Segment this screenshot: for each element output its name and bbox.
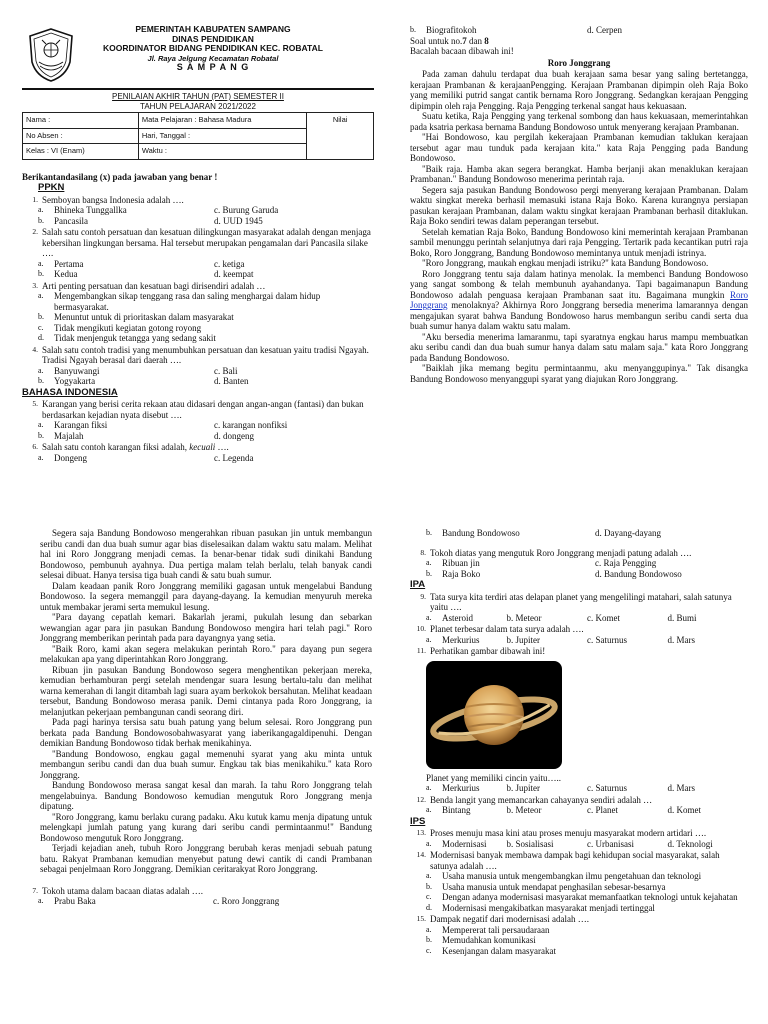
question-7: 7. Tokoh utama dalam bacaan diatas adalah …. (32, 885, 204, 896)
q3-option-d[interactable]: d. Tidak menjenguk tetangga yang sedang sakit (38, 333, 216, 343)
letterhead-text (22, 22, 374, 73)
question-8: 8. Tokoh diatas yang mengutuk Roro Jonggrang menjadi patung adalah …. (420, 547, 692, 558)
q2-option-a[interactable]: Pertama (54, 258, 84, 269)
q3-option-c[interactable]: c. Tidak mengikuti kegiatan gotong royong (38, 322, 202, 333)
q13-options (410, 839, 748, 850)
student-info-table (22, 112, 374, 160)
q5-option-c[interactable]: c. karangan nonfiksi (214, 420, 288, 430)
q10-option-a[interactable]: a. Merkurius (426, 634, 480, 645)
q6-option-c[interactable]: c. Legenda (214, 452, 254, 463)
q8-option-c[interactable]: c. Raja Pengging (595, 558, 657, 568)
section-ips: IPS (410, 815, 426, 827)
q7-option-b[interactable]: Bandung Bondowoso (442, 528, 520, 538)
date-field[interactable]: Hari, Tanggal : (138, 128, 306, 144)
question-4: 4. Salah satu contoh tradisi yang menumbuhkan persatuan dan kesatuan yaitu tradisi Ngayah. Tradisi Ngayah berasal dari daerah …. (32, 344, 369, 365)
coord-title: KOORDINATOR BIDANG PENDIDIKAN KEC. ROBATAL (103, 43, 323, 53)
story-paragraph-20: Terjadi kejadian aneh, tubuh Roro Jonggrang berubah keras menjadi sebuah patung batu. Rakyat Prambanan kemudian menyebut patung dewi cantik di candi Prambanan sebagai penjelmaan Roro Jonggrang. Demikian ceritarakyat Roro Jonggrang. (40, 843, 372, 874)
q7-options: a. Prabu Baka c. Roro Jonggrang (22, 896, 372, 907)
time-field[interactable]: Waktu : (138, 144, 306, 160)
q14-option-c[interactable]: c. Dengan adanya modernisasi masyarakat memanfaatkan teknologi untuk kejahatan (426, 892, 738, 902)
q6-option-a[interactable]: Dongeng (54, 452, 87, 463)
q4-option-a[interactable]: Banyuwangi (54, 365, 100, 376)
question-2: 2. Salah satu contoh persatuan dan kesatuan dilingkungan masyarakat adalah dengan menjaga kebersihan lingkungan bersama. Hal tersebut merupakan pengamalan dari Pancasila silake …. (32, 227, 371, 258)
roro-jonggrang-link[interactable]: Roro Jonggrang (410, 289, 748, 310)
address: Jl. Raya Jelgung Kecamatan Robatal (147, 53, 279, 63)
subject-field: Mata Pelajaran : Bahasa Madura (138, 113, 306, 129)
story-title: Roro Jonggrang (547, 57, 611, 68)
gov-title: PEMERINTAH KABUPATEN SAMPANG (135, 24, 291, 34)
story-paragraph-11: Segera saja Bandung Bondowoso mengerahkan ribuan pasukan jin untuk membangun seribu candi dan dua buah sumur agar bias diselesaikan dalam waktu satu malam. Melihat hal ini Roro Jonggrang menjadi cemas. Ia benar-benar tidak sudi dinikahi Bandung Bondowoso, pembunuh ayahnya. Dua pertiga malam telah berlalu, telah banyak candi selesai dibuat. Hanya tersisa tiga buah candi & satu buah sumur. (40, 528, 372, 580)
q8-options: a. Ribuan jin c. Raja Pengging b. Raja Boko d. Bandung Bondowoso (410, 558, 748, 579)
q10-options (410, 635, 748, 646)
q3-option-b[interactable]: b. Menuntut untuk di prioritaskan dalam masyarakat (38, 312, 234, 322)
q5-option-a[interactable]: Karangan fiksi (54, 420, 108, 430)
q5-option-d[interactable]: d. dongeng (214, 430, 254, 441)
story-paragraph-16: Pada pagi harinya tersisa satu buah patung yang belum selesai. Roro Jonggrang pun berkata pada Bandung Bondowosobahwasyarat yang iaberikangagaldipenuhi. Dengan demikian Bandung Bondowoso tidak berhak menikahinya. (40, 717, 372, 748)
story-paragraph-5: Segera saja pasukan Bandung Bondowoso pergi menyerang kerajaan Prambanan. Dalam waktu singkat mereka berhasil memasuki istana Raja Boko. Karena kurangnya persiapan pasukan kerajaan Prambanan, dalam waktu singkat kerajaan Prambanan berhasil ditaklukan. Raja Boko sendiri tewas dalam peperangan tersebut. (410, 184, 748, 226)
q1-options: a. Bhineka Tunggallka c. Burung Garuda b. Pancasila d. UUD 1945 (22, 205, 374, 226)
q12-option-c[interactable]: c. Planet (587, 805, 618, 815)
story-paragraph-8: Roro Jonggrang tentu saja dalam hatinya menolak. Ia membenci Bandung Bondowoso yang sangat sombong & telah membunuh ayahandanya. Tapi bagaimanapun Bandung Bondowoso adalah penguasa kerajaan Prambanan saat itu. Bagaimana mungkin Roro Jonggrang menolaknya? Akhirnya Roro Jonggrang bersedia menerima lamarannya dengan mengajukan syarat bahwa Bandung Bondowoso harus membangun seribu candi serta dua buah sumur hanya dalam waktu satu malam. (410, 268, 748, 331)
section-ppkn: PPKN (38, 182, 65, 193)
question-5: 5. Karangan yang berisi cerita rekaan atau didasari dengan angan-angan (fantasi) dan bukan berdasarkan kejadian nyata disebut …. (32, 399, 364, 420)
exam-heading (22, 92, 374, 111)
q5-options: a. Karangan fiksi c. karangan nonfiksi b. Majalah d. dongeng (22, 420, 374, 441)
regency-emblem-icon (28, 28, 74, 82)
q11-option-a[interactable]: a. Merkurius (426, 783, 480, 793)
q6-options-cont: b. Biografitokoh d. Cerpen (410, 25, 748, 36)
section-bahasa-indonesia: BAHASA INDONESIA (22, 386, 118, 398)
question-1: 1. Semboyan bangsa Indonesia adalah …. (32, 194, 184, 205)
q12-option-d[interactable]: d. Komet (667, 805, 701, 815)
q8-option-a[interactable]: Ribuan jin (442, 558, 480, 568)
story-paragraph-19: "Roro Jonggrang, kamu berlaku curang padaku. Aku kutuk kamu menja dipatung untuk melengkapi jumlah patung yang kurang dari seribu candi permintaanmu!" Bandung Bondowoso mengutuk Roro Jonggrang. (40, 811, 372, 843)
q6-options: a. Dongeng c. Legenda (22, 453, 374, 464)
q12-option-a[interactable]: a. Bintang (426, 805, 471, 815)
q8-option-d[interactable]: d. Bandung Bondowoso (595, 568, 682, 579)
story-paragraph-14: "Baik Roro, kami akan segera melakukan perintah Roro." para dayang pun segera melakukan apa yang diperintahkan Roro Jonggrang. (40, 643, 372, 664)
city: S A M P A N G (176, 62, 250, 72)
q7-options-cont: b. Bandung Bondowoso d. Dayang-dayang (410, 528, 748, 539)
story-paragraph-12: Dalam keadaan panik Roro Jonggrang memiliki gagasan untuk mengelabui Bandung Bondowoso. Ia segera memanggil para dayang-dayang. Ia kemudian menyuruh mereka untuk membakar jerami serta memukul lesung. (40, 580, 372, 612)
q6-option-d[interactable]: d. Cerpen (587, 25, 622, 35)
q1-option-c[interactable]: c. Burung Garuda (214, 205, 279, 215)
story-paragraph-13: "Para dayang cepatlah kemari. Bakarlah jerami, pukulah lesung dan sebarkan wewangian agar para jin pasukan Bandung Bondowoso mengira hari telah pagi." Roro Jonggrang memberikan perintah pada para dayangnya yang setia. (40, 612, 372, 643)
q4-option-b[interactable]: Yogyakarta (54, 376, 96, 386)
q7-option-d[interactable]: d. Dayang-dayang (595, 528, 661, 538)
top-right-column (410, 25, 748, 384)
q4-option-d[interactable]: d. Banten (214, 376, 249, 386)
story-paragraph-1: Pada zaman dahulu terdapat dua buah kerajaan sama besar yang saling bertetangga, kerajaan Prambanan & kerajaanPengging. Kerajaan Prambanan dipimpin oleh Raja Boko yang memiliki putrid sangat cantik bernama Roro Jonggrang. Sedangkan kerajaan Pengging dipimpin oleh raja Pengging. Raja Pengging terkenal sangat haus kekuasaan. (410, 69, 748, 111)
saturn-image (426, 661, 562, 769)
instruction: Berikantandasilang (x) pada jawaban yang benar ! (22, 171, 218, 182)
q13-option-a[interactable]: a. Modernisasi (426, 838, 487, 849)
q11-prompt: Planet yang memiliki cincin yaitu….. (426, 772, 561, 783)
dept-title: DINAS PENDIDIKAN (172, 33, 254, 44)
story-paragraph-9: "Aku bersedia menerima lamaranmu, tapi syaratnya engkau harus mampu membuatkan aku seribu candi dan dua buah sumur hanya dalam satu malam saja." kata Roro Jonggrang pada Bandung Bondowoso. (410, 331, 748, 363)
q4-option-c[interactable]: c. Bali (214, 365, 238, 376)
q7-option-a[interactable]: Prabu Baka (54, 896, 96, 906)
q1-option-a[interactable]: Bhineka Tunggallka (54, 205, 127, 215)
score-box[interactable]: Nilai (307, 113, 374, 160)
q11-option-d[interactable]: d. Mars (667, 783, 695, 793)
q9-options (410, 613, 748, 624)
q2-option-c[interactable]: c. ketiga (214, 258, 245, 269)
story-paragraph-15: Ribuan jin pasukan Bandung Bondowoso segera menghentikan pekerjaan mereka, kemudian berhamburan pergi setelah mendengar suara lesung bertalu-talu dan melihat warna kemerahan di langit ditambah lagi suara ayam berkokok bersahutan. Melihat keadaan tersebut, Bandung Bondowoso merasa panik. Demi cintanya pada Roro Jonggrang, ia melanjutkan pekerjaan pembangunan candi seorang diri. (40, 664, 372, 717)
q10-option-c[interactable]: c. Saturnus (587, 634, 627, 645)
q3-option-a[interactable]: a. Mengembangkan sikap tenggang rasa dan saling menghargai dalam hidup bermasyarakat. (38, 291, 321, 312)
saturn-planet-icon (426, 661, 562, 769)
q2-option-b[interactable]: Kedua (54, 269, 78, 279)
q13-option-b[interactable]: b. Sosialisasi (506, 838, 554, 849)
q14-option-a[interactable]: a. Usaha manusia untuk mengembangkan ilmu pengetahuan dan teknologi (426, 871, 702, 881)
question-11: 11. Perhatikan gambar dibawah ini! (416, 646, 546, 656)
q9-option-b[interactable]: b. Meteor (506, 612, 542, 623)
top-left-column (22, 22, 374, 463)
exam-year: TAHUN PELAJARAN 2021/2022 (140, 101, 256, 111)
q10-option-d[interactable]: d. Mars (667, 634, 695, 645)
q1-option-d[interactable]: d. UUD 1945 (214, 215, 263, 226)
q5-option-b[interactable]: Majalah (54, 430, 84, 441)
bottom-page (0, 512, 768, 1024)
question-14: 14. Modernisasi banyak membawa dampak bagi kehidupan social masyarakat, salah satunya adalah …. (416, 850, 720, 871)
q2-options: a. Pertama c. ketiga b. Kedua d. keempat (22, 259, 374, 280)
story-paragraph-4: "Baik raja. Hamba akan segera berangkat. Hamba berjanji akan menaklukan kerajaan Prambanan." Bandung Bondowoso menerima perintah raja. (410, 163, 748, 184)
class-field: Kelas : VI (Enam) (23, 144, 139, 160)
passage-note: Soal untuk no.7 dan 8 (410, 35, 489, 46)
q4-options: a. Banyuwangi c. Bali b. Yogyakarta d. Banten (22, 366, 374, 387)
q9-option-c[interactable]: c. Komet (587, 612, 620, 623)
question-6: 6. Salah satu contoh karangan fiksi adalah, kecuali …. (32, 442, 229, 452)
story-paragraph-18: Bandung Bondowoso merasa sangat kesal dan marah. Ia tahu Roro Jonggrang telah mengelabuinya. Bandung Bondowoso kemudian mengutuk Roro Jonggrang menja dipatung. (40, 780, 372, 811)
read-instruction: Bacalah bacaan dibawah ini! (410, 46, 514, 56)
header-rule (22, 88, 374, 90)
q7-option-c[interactable]: c. Roro Jonggrang (213, 896, 280, 906)
q12-option-b[interactable]: b. Meteor (506, 805, 542, 815)
q15-option-c[interactable]: c. Kesenjangan dalam masyarakat (426, 945, 556, 956)
bottom-left-column (32, 528, 372, 907)
story-paragraph-7: "Roro Jonggrang, maukah engkau menjadi istriku?" kata Bandung Bondowoso. (422, 258, 709, 268)
question-13: 13. Proses menuju masa kini atau proses menuju masyarakat modern artidari …. (416, 828, 707, 838)
q8-option-b[interactable]: Raja Boko (442, 568, 481, 579)
q10-option-b[interactable]: b. Jupiter (506, 634, 540, 645)
story-paragraph-17: "Bandung Bondowoso, engkau gagal memenuhi syarat yang aku minta untuk membangun seribu candi dan dua buah sumur. Engkau tak bias menikahiku." kata Roro Jonggrang. (40, 748, 372, 780)
q15-option-a[interactable]: a. Mempererat tali persaudaraan (426, 924, 550, 935)
q6-option-b[interactable]: Biografitokoh (426, 25, 477, 35)
story-paragraph-10: "Baiklah jika memang begitu permintaanmu, aku menyanggupinya." Tak disangka Bandung Bondowoso menyanggupi syarat yang diajukan Roro Jonggrang. (410, 363, 748, 384)
q12-options (410, 805, 748, 816)
story-paragraph-3: "Hai Bondowoso, kau pergilah kekerajaan Prambanan kemudian taklukan kerajaan tersebut agar mau tunduk pada kerajaan kita." kata Raja Pengging pada Bandung Bondowoso. (410, 132, 748, 163)
q11-options (410, 783, 748, 794)
question-15: 15. Dampak negatif dari modernisasi adalah …. (416, 914, 589, 924)
q15-option-b[interactable]: b. Memudahkan komunikasi (426, 935, 536, 945)
question-3: 3. Arti penting persatuan dan kesatuan bagi dirisendiri adalah … (32, 280, 266, 291)
q2-option-d[interactable]: d. keempat (214, 269, 254, 279)
q14-option-d[interactable]: d. Modernisasi mengakibatkan masyarakat menjadi tertinggal (426, 902, 655, 913)
q11-option-b[interactable]: b. Jupiter (506, 783, 540, 793)
question-9: 9. Tata surya kita terdiri atas delapan planet yang mengelilingi matahari, salah satunya yaitu …. (420, 591, 732, 612)
q1-option-b[interactable]: Pancasila (54, 215, 88, 226)
absen-field[interactable]: No Absen : (23, 128, 139, 144)
q9-option-a[interactable]: a. Asteroid (426, 612, 473, 623)
bottom-right-column (410, 528, 748, 956)
exam-title: PENILAIAN AKHIR TAHUN (PAT) SEMESTER II (112, 92, 284, 101)
letterhead (22, 22, 374, 86)
story-paragraph-2: Suatu ketika, Raja Pengging yang terkenal sombong dan haus kekuasaan, memerintahkan pada ksatria perkasa bernama Bandung Bondowoso untuk menyerang kerajaan Prambanan. (410, 111, 748, 132)
question-12: 12. Benda langit yang memancarkan cahayanya sendiri adalah … (416, 794, 653, 805)
q9-option-d[interactable]: d. Bumi (667, 612, 697, 623)
q13-option-d[interactable]: d. Teknologi (667, 838, 713, 849)
q13-option-c[interactable]: c. Urbanisasi (587, 838, 634, 849)
q11-option-c[interactable]: c. Saturnus (587, 783, 627, 793)
q14-option-b[interactable]: b. Usaha manusia untuk mendapat penghasilan sebesar-besarnya (426, 881, 666, 892)
story-paragraph-6: Setelah kematian Raja Boko, Bandung Bondowoso kini memerintah kerajaan Prambanan sambil menunggu perintah selanjutnya dari raja Pengging. Tertarik pada kecantikan putri raja Boko, Roro Jonggrang, Bandung Bondowoso memintanya untuk menjadi istrinya. (410, 226, 748, 258)
name-field[interactable]: Nama : (23, 113, 139, 129)
section-ipa: IPA (410, 579, 426, 590)
question-10: 10. Planet terbesar dalam tata surya adalah …. (416, 624, 584, 634)
